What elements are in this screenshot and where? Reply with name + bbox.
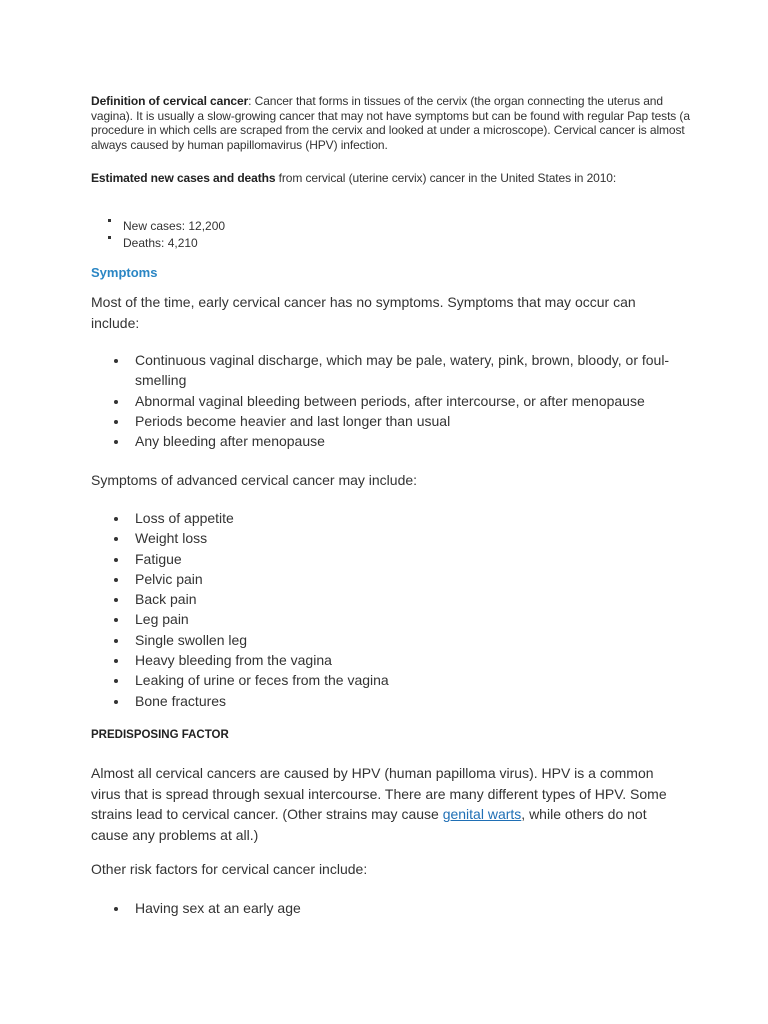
genital-warts-link[interactable]: genital warts (442, 806, 522, 822)
list-item-text: Any bleeding after menopause (135, 433, 325, 450)
list-item (106, 549, 676, 569)
risk-factors-list (106, 898, 676, 918)
bullet-icon (114, 558, 118, 562)
symptoms-heading: Symptoms (91, 265, 158, 280)
risk-intro: Other risk factors for cervical cancer include: (91, 861, 368, 877)
definition-paragraph (91, 94, 691, 152)
bullet-icon (114, 440, 118, 444)
list-item-text: Heavy bleeding from the vagina (135, 652, 332, 669)
list-item-text: Back pain (135, 591, 197, 608)
symptoms-intro: Most of the time, early cervical cancer has no symptoms. Symptoms that may occur can include: (91, 294, 636, 331)
definition-term: Definition of cervical cancer (91, 94, 249, 108)
list-item (106, 691, 676, 711)
bullet-icon (114, 517, 118, 521)
list-item-text: Bone fractures (135, 692, 227, 709)
list-item-text: Abnormal vaginal bleeding between periods, after intercourse, or after menopause (135, 392, 645, 409)
list-item-text: Fatigue (135, 550, 182, 567)
bullet-icon (114, 598, 118, 602)
list-item (106, 650, 676, 670)
list-item (106, 350, 676, 391)
list-item (106, 391, 676, 411)
list-item-text: Pelvic pain (135, 570, 203, 587)
list-item (106, 431, 676, 451)
list-item-text: Leaking of urine or feces from the vagina (135, 672, 389, 689)
list-item (106, 528, 676, 548)
bullet-icon (114, 639, 118, 643)
list-item (106, 898, 676, 918)
list-item (106, 630, 676, 650)
list-item (106, 670, 676, 690)
definition-text: : Cancer that forms in tissues of the cervix (the organ connecting the uterus and vagina). It is usually a slow-growing cancer that may not have symptoms but can be found with regular Pap tests (a procedure in which cells are scraped from the cervix and looked at under a microscope). Cervical cancer is almost always caused by human papillomavirus (HPV) infection. (91, 94, 690, 152)
list-item (106, 569, 676, 589)
list-item (104, 218, 225, 235)
bullet-icon (114, 359, 118, 363)
stat-new-cases: New cases: 12,200 (123, 219, 226, 233)
list-item-text: Loss of appetite (135, 510, 234, 526)
bullet-icon (114, 420, 118, 424)
estimate-text: from cervical (uterine cervix) cancer in the United States in 2010: (275, 171, 617, 185)
list-item-text: Having sex at an early age (135, 900, 301, 916)
estimate-term: Estimated new cases and deaths (91, 171, 276, 185)
list-item (106, 411, 676, 431)
bullet-icon (114, 659, 118, 663)
list-item (104, 235, 225, 252)
list-item (106, 508, 676, 528)
bullet-icon (114, 700, 118, 704)
estimate-paragraph (91, 171, 691, 186)
hpv-paragraph (91, 763, 671, 845)
list-item-text: Continuous vaginal discharge, which may be pale, watery, pink, brown, bloody, or foul-smelling (135, 352, 670, 389)
list-item-text: Single swollen leg (135, 631, 248, 648)
advanced-symptoms-list (106, 508, 676, 711)
bullet-icon (114, 400, 118, 404)
hpv-text-after-link: , while others do not cause any problems at all.) (91, 806, 647, 843)
bullet-icon (114, 907, 118, 911)
stats-list (104, 218, 225, 252)
list-item-text: Periods become heavier and last longer than usual (135, 412, 451, 429)
square-bullet-icon (108, 219, 111, 222)
list-item-text: Weight loss (135, 530, 208, 547)
stat-deaths: Deaths: 4,210 (123, 236, 198, 250)
bullet-icon (114, 679, 118, 683)
list-item-text: Leg pain (135, 611, 189, 628)
hpv-text-before-link: Almost all cervical cancers are caused by HPV (human papilloma virus). HPV is a common virus that is spread through sexual intercourse. There are many different types of HPV. Some strains lead to cervical cancer. (Other strains may cause (91, 765, 667, 822)
early-symptoms-list (106, 350, 676, 451)
bullet-icon (114, 537, 118, 541)
list-item (106, 589, 676, 609)
advanced-intro: Symptoms of advanced cervical cancer may include: (91, 472, 418, 488)
bullet-icon (114, 618, 118, 622)
predisposing-heading: PREDISPOSING FACTOR (91, 729, 229, 741)
square-bullet-icon (108, 236, 111, 239)
bullet-icon (114, 578, 118, 582)
list-item (106, 609, 676, 629)
